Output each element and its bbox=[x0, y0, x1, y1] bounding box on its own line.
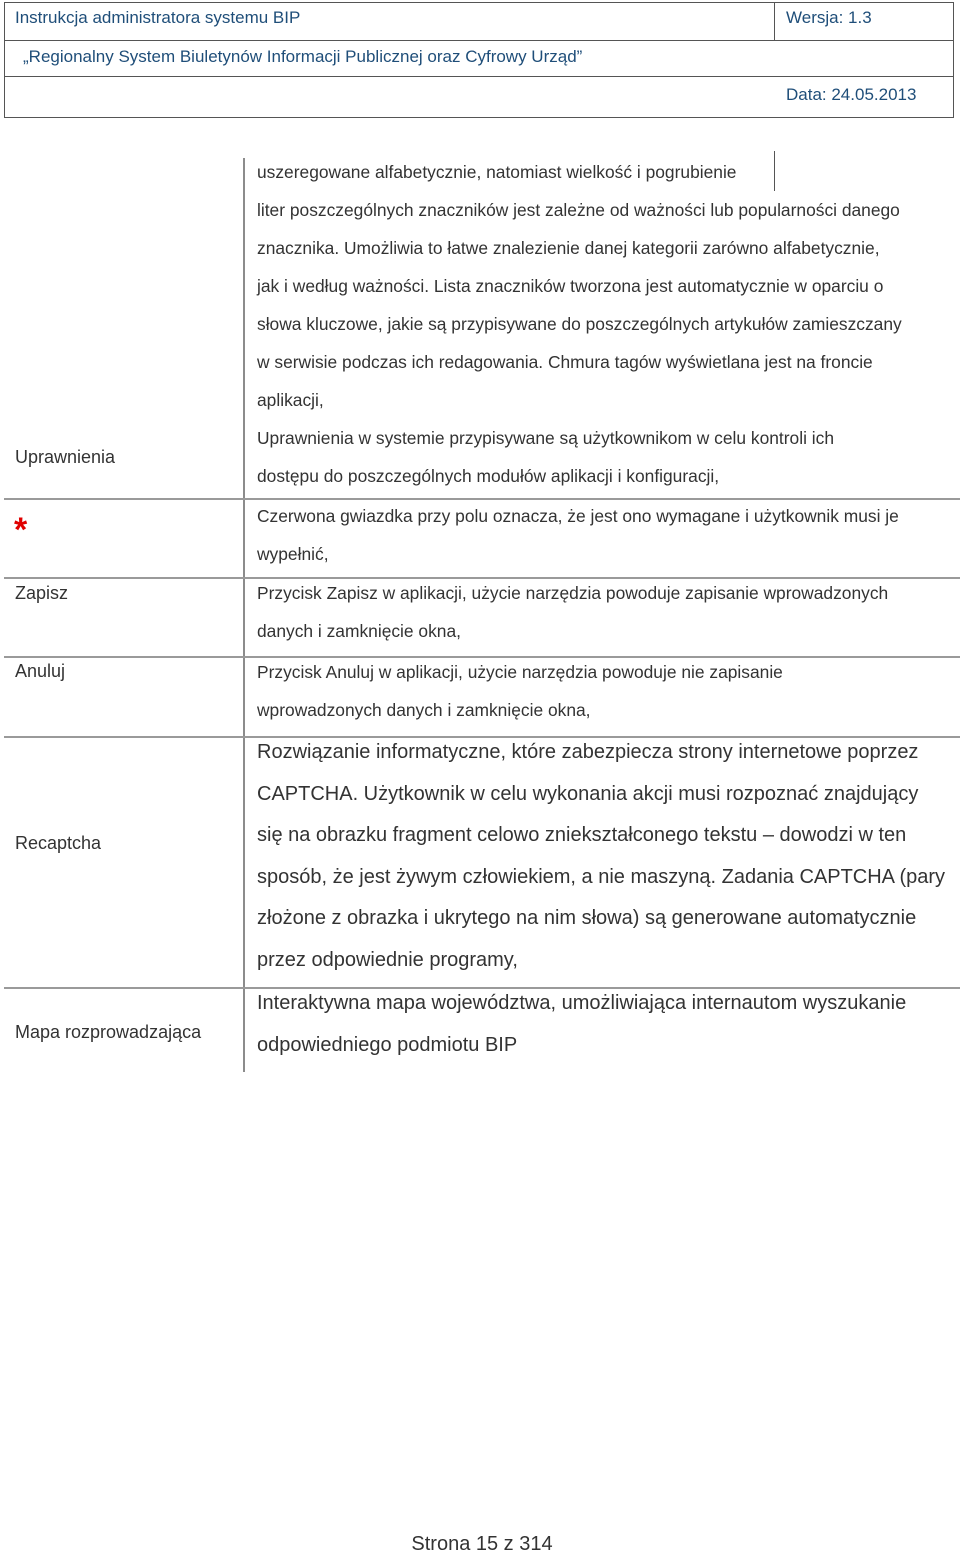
definition-zapisz bbox=[257, 574, 957, 650]
required-asterisk-icon: * bbox=[14, 511, 28, 549]
term-zapisz: Zapisz bbox=[15, 583, 69, 603]
definition-mapa-rozprowadzajaca bbox=[257, 983, 957, 1066]
definition-line: w serwisie podczas ich redagowania. Chmura tagów wyświetlana jest na froncie bbox=[257, 352, 873, 372]
definition-line: odpowiedniego podmiotu BIP bbox=[257, 1033, 518, 1056]
definition-line: CAPTCHA. Użytkownik w celu wykonania akcji musi rozpoznać znajdujący bbox=[257, 782, 919, 805]
page-number: Strona 15 z 314 bbox=[411, 1533, 553, 1553]
term-uprawnienia: Uprawnienia bbox=[15, 447, 116, 467]
column-divider bbox=[243, 158, 245, 1072]
definition-line: Przycisk Anuluj w aplikacji, użycie narzędzia powoduje nie zapisanie bbox=[257, 662, 783, 682]
definition-tag-cloud bbox=[257, 153, 957, 419]
definition-line: jak i według ważności. Lista znaczników tworzona jest automatycznie w oparciu o bbox=[257, 276, 884, 296]
term-anuluj: Anuluj bbox=[15, 661, 66, 681]
definition-line: sposób, że jest żywym człowiekiem, a nie maszyną. Zadania CAPTCHA (pary bbox=[257, 865, 946, 888]
definition-line: Czerwona gwiazdka przy polu oznacza, że jest ono wymagane i użytkownik musi je bbox=[257, 506, 899, 526]
document-title: Instrukcja administratora systemu BIP bbox=[15, 8, 301, 27]
definition-anuluj bbox=[257, 653, 957, 729]
definition-line: danych i zamknięcie okna, bbox=[257, 621, 461, 641]
definition-line: Interaktywna mapa województwa, umożliwiająca internautom wyszukanie bbox=[257, 992, 907, 1014]
definition-line: złożone z obrazka i ukrytego na nim słowa) są generowane automatycznie bbox=[257, 907, 917, 929]
document-version: Wersja: 1.3 bbox=[786, 8, 872, 27]
definition-line: wprowadzonych danych i zamknięcie okna, bbox=[257, 700, 591, 720]
definition-recaptcha bbox=[257, 732, 957, 981]
definition-line: liter poszczególnych znaczników jest zależne od ważności lub popularności danego bbox=[257, 200, 900, 220]
definition-line: Rozwiązanie informatyczne, które zabezpiecza strony internetowe poprzez bbox=[257, 741, 919, 763]
definition-line: przez odpowiednie programy, bbox=[257, 948, 518, 971]
definition-line: Uprawnienia w systemie przypisywane są użytkownikom w celu kontroli ich bbox=[257, 428, 835, 448]
term-mapa-rozprowadzajaca: Mapa rozprowadzająca bbox=[15, 1022, 202, 1042]
definition-line: wypełnić, bbox=[257, 544, 329, 564]
header-row-3 bbox=[5, 77, 953, 117]
definition-line: słowa kluczowe, jakie są przypisywane do poszczególnych artykułów zamieszczany bbox=[257, 314, 902, 334]
definition-uprawnienia bbox=[257, 419, 957, 495]
definition-line: uszeregowane alfabetycznie, natomiast wielkość i pogrubienie bbox=[257, 162, 737, 182]
term-recaptcha: Recaptcha bbox=[15, 833, 102, 853]
system-name: „Regionalny System Biuletynów Informacji Publicznej oraz Cyfrowy Urząd” bbox=[23, 47, 583, 66]
document-date: Data: 24.05.2013 bbox=[786, 85, 917, 104]
definition-line: aplikacji, bbox=[257, 390, 324, 410]
definition-line: znacznika. Umożliwia to łatwe znalezienie danej kategorii zarówno alfabetycznie, bbox=[257, 238, 880, 258]
header-divider bbox=[774, 3, 775, 41]
definition-required-field bbox=[257, 497, 957, 573]
definition-line: się na obrazku fragment celowo zniekształconego tekstu – dowodzi w ten bbox=[257, 824, 907, 846]
header-row-1 bbox=[5, 3, 953, 41]
definition-line: Przycisk Zapisz w aplikacji, użycie narzędzia powoduje zapisanie wprowadzonych bbox=[257, 583, 889, 603]
definition-line: dostępu do poszczególnych modułów aplikacji i konfiguracji, bbox=[257, 466, 720, 486]
header-row-2 bbox=[5, 41, 953, 77]
page-header bbox=[4, 2, 954, 118]
